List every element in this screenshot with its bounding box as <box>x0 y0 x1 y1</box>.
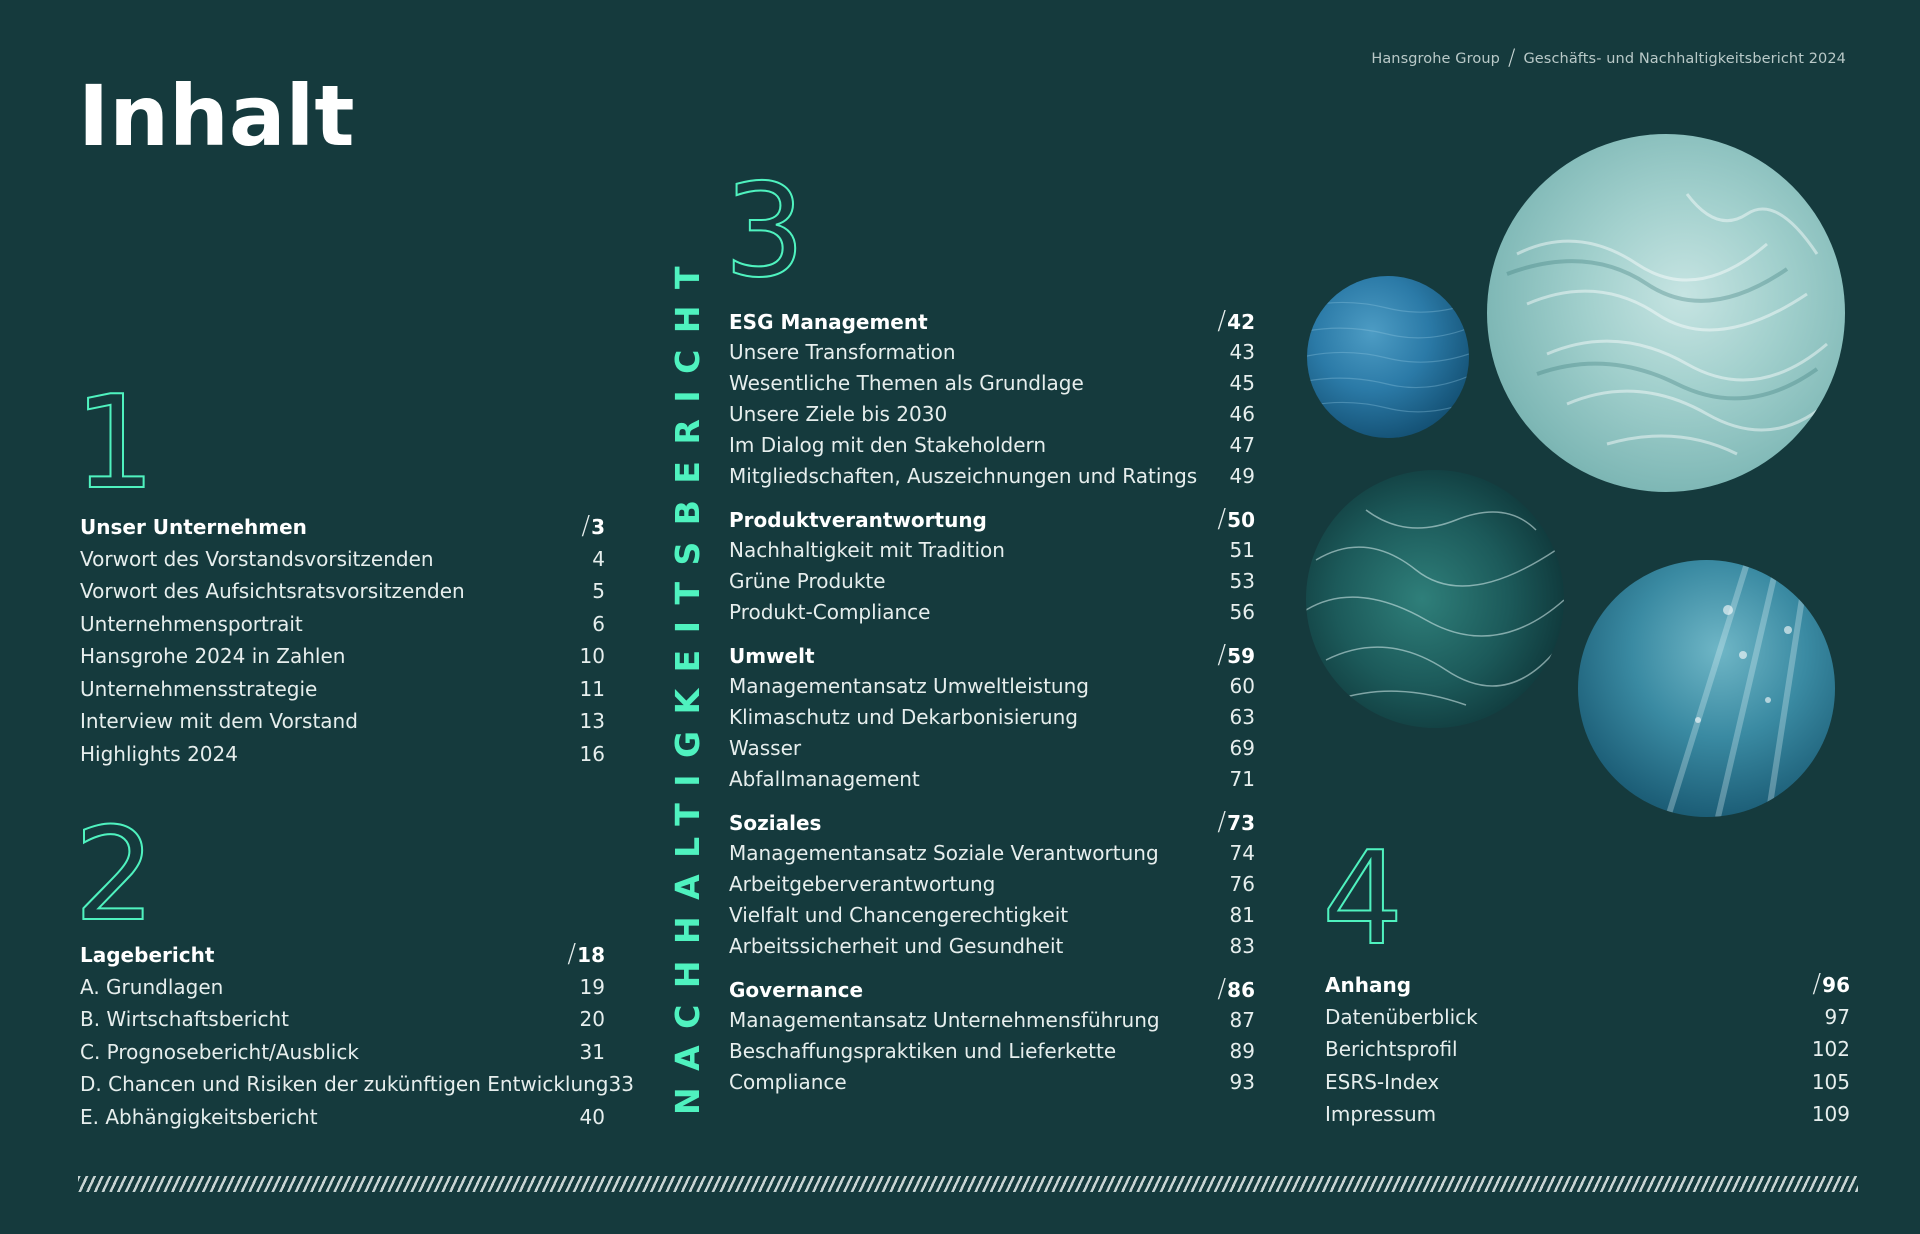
toc-entry-page: 43 <box>1229 340 1255 364</box>
decorative-stripe-bar <box>78 1176 1858 1192</box>
toc-entry-page: 87 <box>1229 1008 1255 1032</box>
toc-entry-label: Impressum <box>1325 1102 1437 1126</box>
toc-entry-label: Managementansatz Soziale Verantwortung <box>729 841 1159 865</box>
toc-group <box>729 807 1255 962</box>
sustainability-report-vertical-label: NACHHALTIGKEITSBERICHT <box>668 250 707 1115</box>
toc-entry-label: Wasser <box>729 736 802 760</box>
toc-entry-page: 20 <box>579 1007 605 1031</box>
toc-entry[interactable] <box>729 430 1255 461</box>
toc-entry-page: 19 <box>579 974 605 999</box>
toc-entry-page: 83 <box>1229 934 1255 958</box>
toc-group <box>729 640 1255 795</box>
section-number-2: 2 <box>74 801 156 950</box>
toc-heading-page: / 3 <box>581 510 605 544</box>
toc-entry[interactable] <box>729 368 1255 399</box>
toc-group <box>80 510 605 770</box>
toc-entry[interactable] <box>729 671 1255 702</box>
toc-entry[interactable] <box>1325 1098 1850 1131</box>
toc-entry[interactable] <box>729 1067 1255 1098</box>
toc-entry-page: 5 <box>592 579 605 603</box>
toc-entry-page: 53 <box>1229 569 1255 593</box>
toc-entry-page: 11 <box>579 676 605 701</box>
toc-entry-page: 40 <box>579 1104 605 1129</box>
toc-entry-page: 31 <box>579 1039 605 1064</box>
toc-entry[interactable] <box>729 900 1255 931</box>
toc-entry[interactable] <box>80 971 605 1004</box>
toc-section-4 <box>1325 968 1850 1143</box>
toc-entry-page: 63 <box>1229 705 1255 729</box>
toc-entry-label: Produkt-Compliance <box>729 600 931 624</box>
toc-entry[interactable] <box>80 575 605 608</box>
toc-entry-page: 16 <box>579 741 605 766</box>
page-title: Inhalt <box>78 67 355 165</box>
toc-entry[interactable] <box>729 535 1255 566</box>
toc-entry-label: Managementansatz Umweltleistung <box>729 674 1089 698</box>
section-number-4: 4 <box>1322 825 1404 974</box>
toc-entry[interactable] <box>80 738 605 771</box>
toc-heading-title: Lagebericht <box>80 943 215 967</box>
header-separator: / <box>1507 46 1516 71</box>
toc-entry-label: Wesentliche Themen als Grundlage <box>729 371 1084 395</box>
toc-entry[interactable] <box>729 337 1255 368</box>
toc-entry[interactable] <box>729 566 1255 597</box>
toc-entry-page: 76 <box>1229 872 1255 896</box>
toc-entry-page: 10 <box>579 644 605 668</box>
toc-entry-label: Abfallmanagement <box>729 767 920 791</box>
toc-entry-label: Unsere Ziele bis 2030 <box>729 402 948 426</box>
toc-entry-label: Unternehmensportrait <box>80 611 303 636</box>
toc-entry-label: Im Dialog mit den Stakeholdern <box>729 433 1047 457</box>
toc-entry-label: Datenüberblick <box>1325 1004 1478 1029</box>
toc-entry-page: 93 <box>1229 1070 1255 1094</box>
toc-entry-page: 56 <box>1229 600 1255 624</box>
toc-group <box>1325 968 1850 1131</box>
toc-entry-label: Highlights 2024 <box>80 741 238 766</box>
water-photo-small <box>1307 276 1469 438</box>
toc-entry[interactable] <box>729 764 1255 795</box>
toc-entry[interactable] <box>729 702 1255 733</box>
toc-entry-page: 33 <box>608 1072 634 1096</box>
toc-entry[interactable] <box>729 1005 1255 1036</box>
toc-entry-label: Berichtsprofil <box>1325 1037 1458 1061</box>
toc-entry[interactable] <box>729 461 1255 492</box>
toc-group-heading[interactable] <box>1325 968 1850 1001</box>
toc-entry[interactable] <box>729 399 1255 430</box>
toc-entry-page: 109 <box>1811 1102 1850 1126</box>
toc-group-heading[interactable] <box>729 974 1255 1005</box>
toc-entry-page: 47 <box>1229 433 1255 457</box>
toc-entry-page: 60 <box>1229 674 1255 698</box>
toc-entry-label: Nachhaltigkeit mit Tradition <box>729 538 1005 562</box>
company-name: Hansgrohe Group <box>1371 50 1500 67</box>
toc-entry-label: Hansgrohe 2024 in Zahlen <box>80 644 346 668</box>
toc-entry-label: Vielfalt und Chancengerechtigkeit <box>729 903 1069 927</box>
toc-entry-label: Vorwort des Aufsichtsratsvorsitzenden <box>80 579 465 603</box>
toc-entry[interactable] <box>729 733 1255 764</box>
toc-entry-label: B. Wirtschaftsbericht <box>80 1007 289 1031</box>
ocean-waves-photo <box>1306 470 1564 728</box>
toc-entry[interactable] <box>80 673 605 706</box>
toc-group-heading[interactable] <box>729 306 1255 337</box>
report-name: Geschäfts- und Nachhaltigkeitsbericht 2024 <box>1523 50 1846 67</box>
toc-entry-page: 102 <box>1811 1037 1850 1061</box>
toc-heading-title: ESG Management <box>729 310 928 334</box>
toc-entry-label: E. Abhängigkeitsbericht <box>80 1104 318 1129</box>
toc-entry-label: Mitgliedschaften, Auszeichnungen und Ratings <box>729 464 1198 488</box>
toc-entry-label: Managementansatz Unternehmensführung <box>729 1008 1160 1032</box>
toc-heading-title: Anhang <box>1325 973 1412 997</box>
toc-entry-page: 13 <box>579 709 605 733</box>
toc-entry-label: D. Chancen und Risiken der zukünftigen Entwicklung <box>80 1072 609 1096</box>
toc-entry-label: Beschaffungspraktiken und Lieferkette <box>729 1039 1117 1063</box>
toc-entry-label: Arbeitgeberverantwortung <box>729 872 996 896</box>
toc-entry[interactable] <box>729 931 1255 962</box>
toc-entry-label: Compliance <box>729 1070 847 1094</box>
toc-entry[interactable] <box>80 608 605 641</box>
toc-entry[interactable] <box>80 543 605 576</box>
toc-heading-page: / 18 <box>567 938 605 972</box>
toc-heading-page: / 73 <box>1217 807 1255 839</box>
toc-entry-label: Grüne Produkte <box>729 569 886 593</box>
toc-entry-label: Vorwort des Vorstandsvorsitzenden <box>80 546 434 571</box>
toc-entry-page: 74 <box>1229 841 1255 865</box>
toc-entry[interactable] <box>1325 1033 1850 1066</box>
toc-entry-label: Unsere Transformation <box>729 340 956 364</box>
section-number-3: 3 <box>724 157 806 306</box>
toc-heading-page: / 42 <box>1217 306 1255 338</box>
toc-entry[interactable] <box>729 1036 1255 1067</box>
toc-group-heading[interactable] <box>729 807 1255 838</box>
toc-entry-label: ESRS-Index <box>1325 1069 1440 1094</box>
toc-heading-page: / 86 <box>1217 974 1255 1006</box>
toc-entry-label: Arbeitssicherheit und Gesundheit <box>729 934 1064 958</box>
toc-heading-title: Umwelt <box>729 644 815 668</box>
toc-entry-page: 105 <box>1811 1069 1850 1094</box>
toc-group <box>729 974 1255 1098</box>
toc-heading-title: Governance <box>729 978 864 1002</box>
underwater-light-photo <box>1578 560 1835 817</box>
toc-section-3 <box>729 306 1255 1110</box>
toc-entry-page: 46 <box>1229 402 1255 426</box>
toc-entry-label: C. Prognosebericht/Ausblick <box>80 1039 359 1064</box>
toc-heading-page: / 59 <box>1217 640 1255 672</box>
toc-heading-title: Soziales <box>729 811 822 835</box>
toc-entry[interactable] <box>80 705 605 738</box>
toc-entry-label: Klimaschutz und Dekarbonisierung <box>729 705 1078 729</box>
toc-entry[interactable] <box>729 838 1255 869</box>
toc-entry[interactable] <box>80 1003 605 1036</box>
toc-entry[interactable] <box>729 869 1255 900</box>
toc-heading-page: / 50 <box>1217 504 1255 536</box>
toc-entry[interactable] <box>80 640 605 673</box>
water-photo-large <box>1487 134 1845 492</box>
toc-entry-page: 89 <box>1229 1039 1255 1063</box>
toc-entry-page: 49 <box>1229 464 1255 488</box>
toc-entry-page: 4 <box>592 546 605 571</box>
toc-entry-page: 97 <box>1824 1004 1850 1029</box>
toc-entry[interactable] <box>80 1068 634 1101</box>
toc-heading-page: / 96 <box>1812 968 1850 1002</box>
toc-entry-page: 51 <box>1229 538 1255 562</box>
section-number-1: 1 <box>74 369 156 518</box>
toc-entry-page: 69 <box>1229 736 1255 760</box>
toc-group <box>729 306 1255 492</box>
toc-entry[interactable] <box>80 1036 605 1069</box>
toc-entry-page: 81 <box>1229 903 1255 927</box>
toc-entry-label: Unternehmensstrategie <box>80 676 318 701</box>
toc-entry[interactable] <box>1325 1066 1850 1099</box>
toc-entry[interactable] <box>1325 1001 1850 1034</box>
toc-section-2 <box>80 938 634 1145</box>
toc-group-heading[interactable] <box>80 938 605 971</box>
toc-entry-label: Interview mit dem Vorstand <box>80 709 358 733</box>
toc-heading-title: Unser Unternehmen <box>80 515 307 539</box>
toc-section-1 <box>80 510 605 782</box>
toc-heading-title: Produktverantwortung <box>729 508 987 532</box>
toc-entry[interactable] <box>80 1101 605 1134</box>
toc-group <box>80 938 634 1133</box>
toc-entry-label: A. Grundlagen <box>80 974 224 999</box>
toc-group-heading[interactable] <box>729 640 1255 671</box>
report-header <box>1371 46 1846 71</box>
toc-entry-page: 6 <box>592 611 605 636</box>
toc-group <box>729 504 1255 628</box>
toc-entry-page: 45 <box>1229 371 1255 395</box>
toc-group-heading[interactable] <box>729 504 1255 535</box>
toc-entry-page: 71 <box>1229 767 1255 791</box>
toc-group-heading[interactable] <box>80 510 605 543</box>
toc-entry[interactable] <box>729 597 1255 628</box>
